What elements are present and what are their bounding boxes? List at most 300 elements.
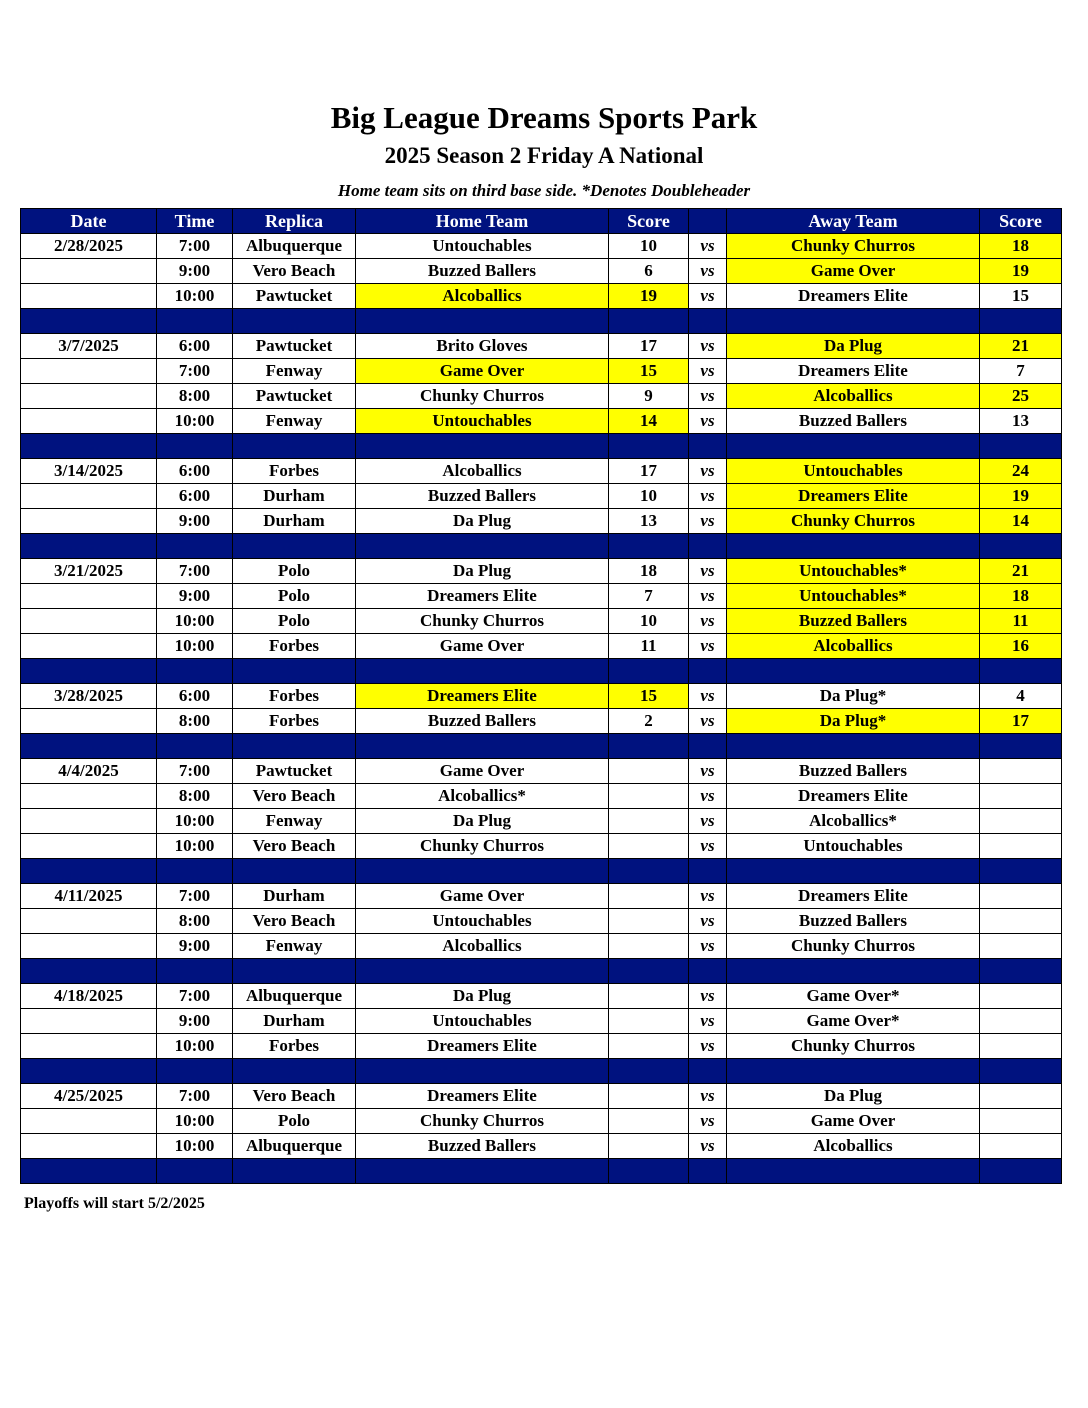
week-separator-row — [21, 659, 1062, 684]
home-team: Dreamers Elite — [356, 1084, 609, 1109]
table-row — [21, 1009, 1062, 1034]
game-date — [21, 584, 157, 609]
game-time: 7:00 — [157, 884, 233, 909]
separator-cell — [21, 1159, 157, 1184]
away-score: 21 — [980, 334, 1062, 359]
home-team: Game Over — [356, 359, 609, 384]
schedule-table — [20, 208, 1062, 1184]
game-time: 10:00 — [157, 1034, 233, 1059]
separator-cell — [157, 959, 233, 984]
game-replica: Forbes — [233, 709, 356, 734]
home-team: Dreamers Elite — [356, 684, 609, 709]
away-score — [980, 909, 1062, 934]
week-separator-row — [21, 959, 1062, 984]
away-score — [980, 759, 1062, 784]
separator-cell — [21, 534, 157, 559]
away-team: Dreamers Elite — [727, 359, 980, 384]
separator-cell — [727, 1159, 980, 1184]
separator-cell — [689, 534, 727, 559]
page-subtitle: 2025 Season 2 Friday A National — [384, 143, 704, 168]
header-vs — [689, 209, 727, 234]
home-score — [609, 884, 689, 909]
away-team: Da Plug — [727, 1084, 980, 1109]
away-score: 16 — [980, 634, 1062, 659]
home-score: 15 — [609, 684, 689, 709]
table-row — [21, 709, 1062, 734]
table-row — [21, 559, 1062, 584]
home-score — [609, 1009, 689, 1034]
game-time: 6:00 — [157, 334, 233, 359]
away-team: Alcoballics — [727, 1134, 980, 1159]
vs-label: vs — [689, 284, 727, 309]
separator-cell — [356, 1159, 609, 1184]
separator-cell — [609, 1159, 689, 1184]
home-score: 19 — [609, 284, 689, 309]
separator-cell — [233, 1159, 356, 1184]
table-row — [21, 759, 1062, 784]
table-row — [21, 1034, 1062, 1059]
table-row — [21, 359, 1062, 384]
separator-cell — [233, 659, 356, 684]
vs-label: vs — [689, 459, 727, 484]
week-separator-row — [21, 859, 1062, 884]
home-score — [609, 1084, 689, 1109]
home-team: Buzzed Ballers — [356, 1134, 609, 1159]
separator-cell — [980, 959, 1062, 984]
game-replica: Forbes — [233, 1034, 356, 1059]
vs-label: vs — [689, 1034, 727, 1059]
vs-label: vs — [689, 709, 727, 734]
separator-cell — [21, 734, 157, 759]
week-separator-row — [21, 309, 1062, 334]
game-replica: Pawtucket — [233, 759, 356, 784]
away-team: Untouchables* — [727, 584, 980, 609]
away-team: Dreamers Elite — [727, 884, 980, 909]
separator-cell — [157, 859, 233, 884]
separator-cell — [689, 434, 727, 459]
game-replica: Fenway — [233, 934, 356, 959]
separator-cell — [233, 309, 356, 334]
table-row — [21, 384, 1062, 409]
separator-cell — [609, 434, 689, 459]
game-time: 9:00 — [157, 934, 233, 959]
game-replica: Durham — [233, 509, 356, 534]
separator-cell — [609, 859, 689, 884]
table-row — [21, 484, 1062, 509]
game-replica: Pawtucket — [233, 384, 356, 409]
home-score: 17 — [609, 334, 689, 359]
vs-label: vs — [689, 909, 727, 934]
away-team: Da Plug* — [727, 709, 980, 734]
separator-cell — [609, 734, 689, 759]
game-replica: Fenway — [233, 359, 356, 384]
separator-cell — [980, 309, 1062, 334]
footer-note: Playoffs will start 5/2/2025 — [24, 1195, 205, 1212]
away-team: Untouchables — [727, 834, 980, 859]
home-team: Da Plug — [356, 984, 609, 1009]
game-replica: Vero Beach — [233, 259, 356, 284]
away-team: Game Over — [727, 259, 980, 284]
game-replica: Pawtucket — [233, 334, 356, 359]
game-date — [21, 1109, 157, 1134]
game-time: 8:00 — [157, 709, 233, 734]
home-team: Da Plug — [356, 559, 609, 584]
separator-cell — [689, 959, 727, 984]
game-date — [21, 709, 157, 734]
separator-cell — [356, 859, 609, 884]
separator-cell — [609, 959, 689, 984]
game-time: 7:00 — [157, 234, 233, 259]
away-score — [980, 784, 1062, 809]
home-team: Game Over — [356, 634, 609, 659]
away-score — [980, 1134, 1062, 1159]
separator-cell — [21, 859, 157, 884]
home-score — [609, 1134, 689, 1159]
away-team: Buzzed Ballers — [727, 409, 980, 434]
home-score — [609, 809, 689, 834]
separator-cell — [727, 1059, 980, 1084]
separator-cell — [689, 1159, 727, 1184]
vs-label: vs — [689, 559, 727, 584]
table-row — [21, 909, 1062, 934]
away-score — [980, 1109, 1062, 1134]
away-team: Untouchables — [727, 459, 980, 484]
away-score: 19 — [980, 484, 1062, 509]
home-team: Chunky Churros — [356, 834, 609, 859]
vs-label: vs — [689, 584, 727, 609]
home-score: 18 — [609, 559, 689, 584]
home-team: Alcoballics* — [356, 784, 609, 809]
home-team: Chunky Churros — [356, 1109, 609, 1134]
game-time: 9:00 — [157, 1009, 233, 1034]
home-score: 10 — [609, 609, 689, 634]
separator-cell — [727, 959, 980, 984]
game-date — [21, 834, 157, 859]
away-score: 25 — [980, 384, 1062, 409]
vs-label: vs — [689, 334, 727, 359]
game-time: 7:00 — [157, 759, 233, 784]
separator-cell — [980, 534, 1062, 559]
table-row — [21, 259, 1062, 284]
home-team: Alcoballics — [356, 459, 609, 484]
vs-label: vs — [689, 809, 727, 834]
game-date: 4/4/2025 — [21, 759, 157, 784]
away-team: Da Plug — [727, 334, 980, 359]
home-score — [609, 759, 689, 784]
game-date — [21, 359, 157, 384]
separator-cell — [356, 534, 609, 559]
away-team: Chunky Churros — [727, 934, 980, 959]
game-replica: Albuquerque — [233, 984, 356, 1009]
game-replica: Fenway — [233, 809, 356, 834]
away-team: Untouchables* — [727, 559, 980, 584]
away-score — [980, 934, 1062, 959]
table-row — [21, 809, 1062, 834]
home-score: 10 — [609, 234, 689, 259]
game-date — [21, 609, 157, 634]
week-separator-row — [21, 1159, 1062, 1184]
separator-cell — [689, 1059, 727, 1084]
separator-cell — [689, 734, 727, 759]
vs-label: vs — [689, 409, 727, 434]
away-score: 19 — [980, 259, 1062, 284]
away-team: Game Over* — [727, 984, 980, 1009]
separator-cell — [356, 1059, 609, 1084]
home-team: Untouchables — [356, 409, 609, 434]
header-replica: Replica — [233, 209, 356, 234]
away-team: Alcoballics — [727, 384, 980, 409]
vs-label: vs — [689, 484, 727, 509]
home-team: Game Over — [356, 759, 609, 784]
game-date — [21, 259, 157, 284]
home-team: Untouchables — [356, 1009, 609, 1034]
vs-label: vs — [689, 634, 727, 659]
game-date — [21, 384, 157, 409]
vs-label: vs — [689, 1009, 727, 1034]
table-row — [21, 609, 1062, 634]
game-replica: Forbes — [233, 634, 356, 659]
game-replica: Polo — [233, 1109, 356, 1134]
vs-label: vs — [689, 259, 727, 284]
game-replica: Forbes — [233, 684, 356, 709]
table-row — [21, 584, 1062, 609]
separator-cell — [980, 859, 1062, 884]
table-header-row — [21, 209, 1062, 234]
separator-cell — [21, 309, 157, 334]
game-replica: Vero Beach — [233, 909, 356, 934]
game-date — [21, 509, 157, 534]
game-date — [21, 784, 157, 809]
away-team: Dreamers Elite — [727, 784, 980, 809]
game-replica: Polo — [233, 609, 356, 634]
game-date — [21, 409, 157, 434]
header-home-score: Score — [609, 209, 689, 234]
vs-label: vs — [689, 784, 727, 809]
table-row — [21, 409, 1062, 434]
home-score — [609, 834, 689, 859]
vs-label: vs — [689, 234, 727, 259]
separator-cell — [21, 659, 157, 684]
game-time: 10:00 — [157, 809, 233, 834]
game-time: 10:00 — [157, 609, 233, 634]
away-score: 17 — [980, 709, 1062, 734]
game-time: 6:00 — [157, 484, 233, 509]
separator-cell — [980, 434, 1062, 459]
game-date — [21, 484, 157, 509]
game-date: 3/21/2025 — [21, 559, 157, 584]
separator-cell — [689, 309, 727, 334]
game-time: 10:00 — [157, 834, 233, 859]
game-replica: Fenway — [233, 409, 356, 434]
away-score: 18 — [980, 234, 1062, 259]
vs-label: vs — [689, 609, 727, 634]
game-time: 6:00 — [157, 459, 233, 484]
header-away-score: Score — [980, 209, 1062, 234]
separator-cell — [21, 434, 157, 459]
table-row — [21, 984, 1062, 1009]
away-team: Chunky Churros — [727, 1034, 980, 1059]
away-team: Game Over — [727, 1109, 980, 1134]
game-date: 4/18/2025 — [21, 984, 157, 1009]
away-team: Buzzed Ballers — [727, 909, 980, 934]
away-team: Buzzed Ballers — [727, 759, 980, 784]
away-score: 7 — [980, 359, 1062, 384]
separator-cell — [356, 659, 609, 684]
vs-label: vs — [689, 384, 727, 409]
game-replica: Durham — [233, 1009, 356, 1034]
game-time: 7:00 — [157, 984, 233, 1009]
game-date — [21, 284, 157, 309]
home-score: 7 — [609, 584, 689, 609]
game-time: 9:00 — [157, 584, 233, 609]
home-team: Buzzed Ballers — [356, 484, 609, 509]
header-note: Home team sits on third base side. *Denotes Doubleheader — [337, 181, 751, 200]
game-date: 3/14/2025 — [21, 459, 157, 484]
home-team: Da Plug — [356, 809, 609, 834]
separator-cell — [157, 534, 233, 559]
separator-cell — [233, 534, 356, 559]
away-team: Buzzed Ballers — [727, 609, 980, 634]
game-replica: Durham — [233, 884, 356, 909]
game-date: 3/28/2025 — [21, 684, 157, 709]
home-team: Buzzed Ballers — [356, 259, 609, 284]
separator-cell — [356, 309, 609, 334]
game-replica: Vero Beach — [233, 834, 356, 859]
game-date: 2/28/2025 — [21, 234, 157, 259]
away-score — [980, 1084, 1062, 1109]
game-time: 10:00 — [157, 409, 233, 434]
vs-label: vs — [689, 759, 727, 784]
away-team: Alcoballics — [727, 634, 980, 659]
home-score: 6 — [609, 259, 689, 284]
home-score: 11 — [609, 634, 689, 659]
separator-cell — [727, 434, 980, 459]
game-time: 10:00 — [157, 634, 233, 659]
game-replica: Polo — [233, 584, 356, 609]
separator-cell — [157, 1059, 233, 1084]
home-score: 13 — [609, 509, 689, 534]
game-time: 7:00 — [157, 1084, 233, 1109]
table-row — [21, 1109, 1062, 1134]
game-time: 8:00 — [157, 384, 233, 409]
home-score: 14 — [609, 409, 689, 434]
vs-label: vs — [689, 684, 727, 709]
home-team: Chunky Churros — [356, 384, 609, 409]
vs-label: vs — [689, 359, 727, 384]
separator-cell — [233, 1059, 356, 1084]
away-team: Dreamers Elite — [727, 484, 980, 509]
game-date — [21, 634, 157, 659]
away-score: 21 — [980, 559, 1062, 584]
home-score — [609, 909, 689, 934]
separator-cell — [980, 734, 1062, 759]
game-time: 9:00 — [157, 259, 233, 284]
home-team: Dreamers Elite — [356, 1034, 609, 1059]
week-separator-row — [21, 434, 1062, 459]
separator-cell — [233, 434, 356, 459]
away-score: 24 — [980, 459, 1062, 484]
week-separator-row — [21, 534, 1062, 559]
table-row — [21, 1134, 1062, 1159]
game-time: 10:00 — [157, 284, 233, 309]
away-team: Chunky Churros — [727, 509, 980, 534]
game-time: 8:00 — [157, 784, 233, 809]
vs-label: vs — [689, 1084, 727, 1109]
separator-cell — [727, 534, 980, 559]
away-score: 15 — [980, 284, 1062, 309]
week-separator-row — [21, 734, 1062, 759]
separator-cell — [356, 959, 609, 984]
away-team: Game Over* — [727, 1009, 980, 1034]
game-time: 10:00 — [157, 1109, 233, 1134]
away-score — [980, 809, 1062, 834]
game-replica: Albuquerque — [233, 1134, 356, 1159]
home-team: Alcoballics — [356, 934, 609, 959]
home-score: 17 — [609, 459, 689, 484]
separator-cell — [157, 309, 233, 334]
home-team: Game Over — [356, 884, 609, 909]
game-date — [21, 1034, 157, 1059]
away-score — [980, 834, 1062, 859]
game-time: 7:00 — [157, 359, 233, 384]
table-row — [21, 334, 1062, 359]
game-date: 4/25/2025 — [21, 1084, 157, 1109]
home-team: Brito Gloves — [356, 334, 609, 359]
table-row — [21, 284, 1062, 309]
separator-cell — [157, 434, 233, 459]
page-title: Big League Dreams Sports Park — [330, 100, 758, 135]
separator-cell — [980, 659, 1062, 684]
table-row — [21, 1084, 1062, 1109]
separator-cell — [980, 1059, 1062, 1084]
game-time: 6:00 — [157, 684, 233, 709]
separator-cell — [21, 1059, 157, 1084]
game-time: 7:00 — [157, 559, 233, 584]
away-score — [980, 1009, 1062, 1034]
separator-cell — [157, 659, 233, 684]
separator-cell — [609, 659, 689, 684]
away-score: 13 — [980, 409, 1062, 434]
separator-cell — [356, 434, 609, 459]
home-team: Chunky Churros — [356, 609, 609, 634]
home-score — [609, 984, 689, 1009]
separator-cell — [689, 859, 727, 884]
away-team: Alcoballics* — [727, 809, 980, 834]
separator-cell — [727, 859, 980, 884]
vs-label: vs — [689, 509, 727, 534]
game-replica: Durham — [233, 484, 356, 509]
game-date: 4/11/2025 — [21, 884, 157, 909]
table-row — [21, 934, 1062, 959]
week-separator-row — [21, 1059, 1062, 1084]
away-score: 11 — [980, 609, 1062, 634]
separator-cell — [609, 1059, 689, 1084]
table-row — [21, 834, 1062, 859]
separator-cell — [233, 959, 356, 984]
header-home-team: Home Team — [356, 209, 609, 234]
home-score — [609, 1034, 689, 1059]
away-team: Da Plug* — [727, 684, 980, 709]
away-team: Chunky Churros — [727, 234, 980, 259]
game-date — [21, 1134, 157, 1159]
separator-cell — [233, 734, 356, 759]
table-row — [21, 459, 1062, 484]
home-score — [609, 934, 689, 959]
vs-label: vs — [689, 1134, 727, 1159]
away-score — [980, 884, 1062, 909]
header-date: Date — [21, 209, 157, 234]
game-date — [21, 909, 157, 934]
